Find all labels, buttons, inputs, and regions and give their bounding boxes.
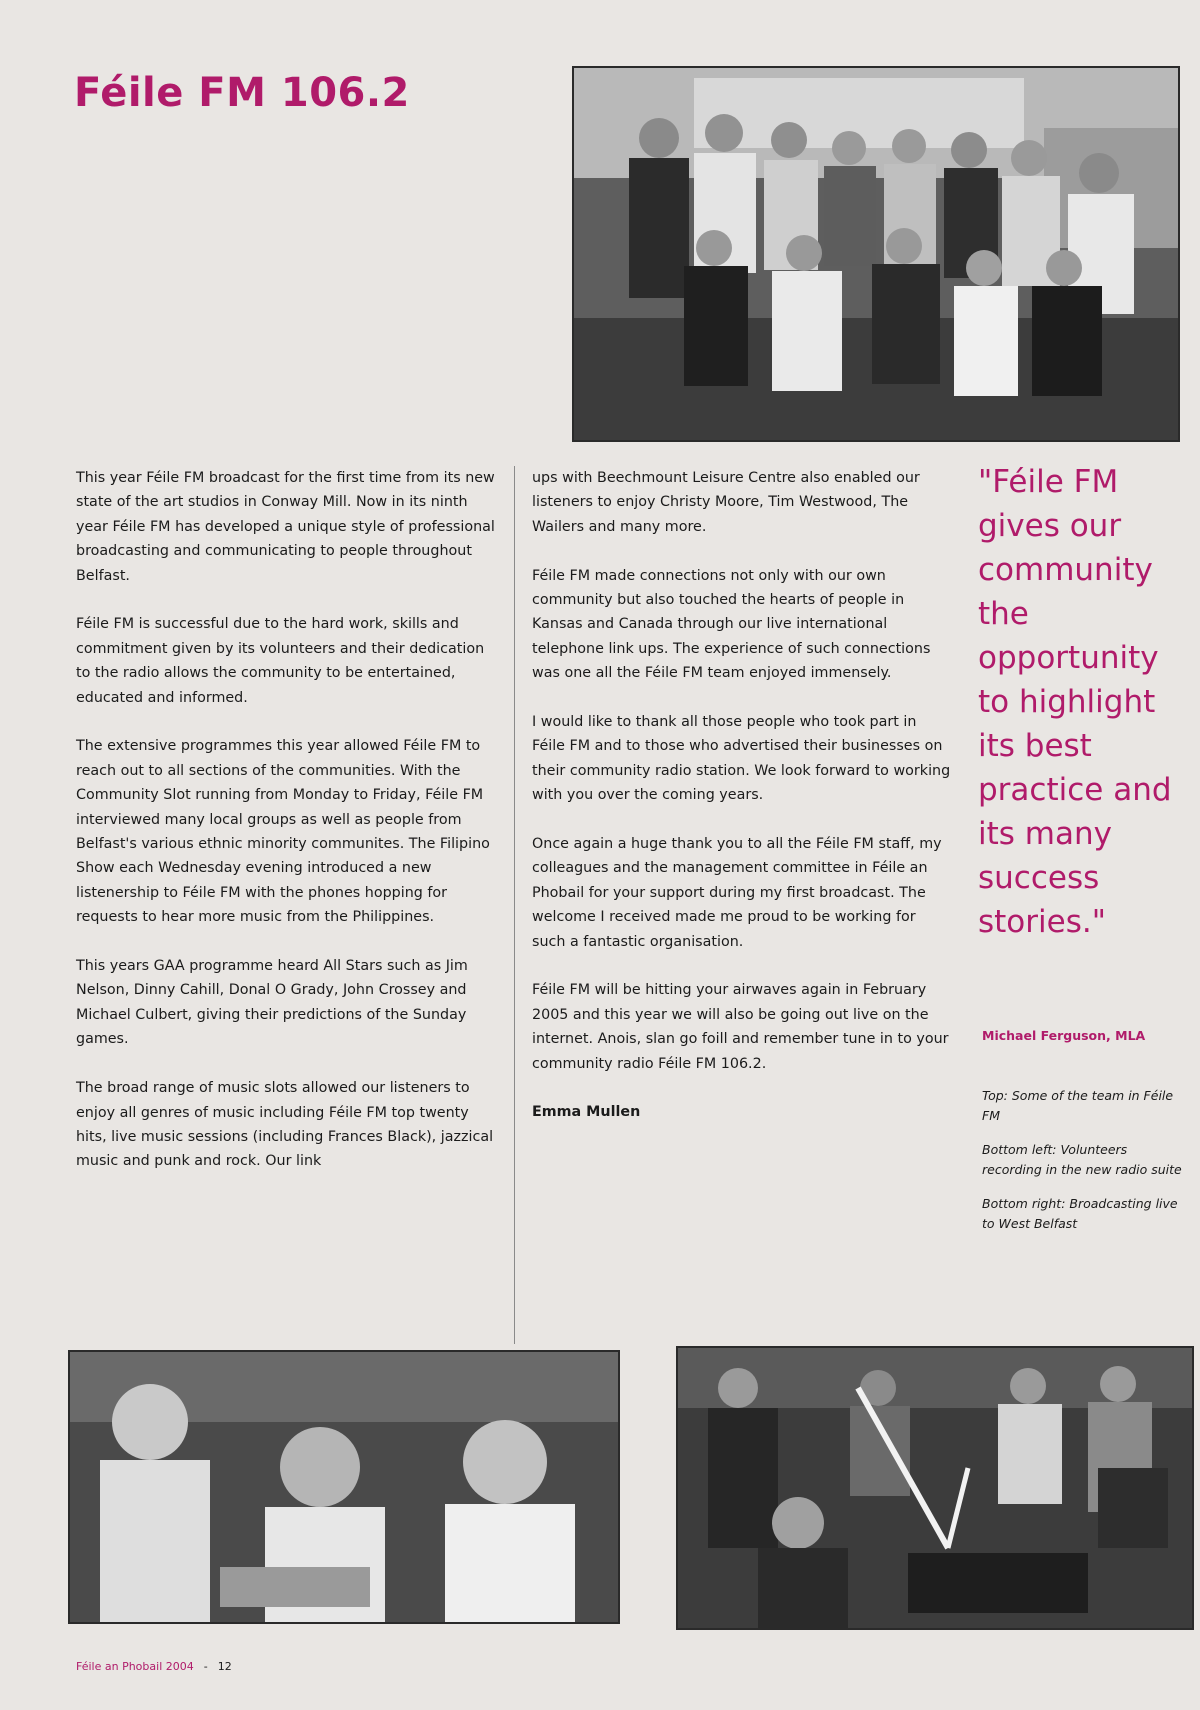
article-paragraph: Féile FM is successful due to the hard work, skills and commitment given by its volunteers and their dedication to the radio allows the community to be entertained, educated and informed. [76, 616, 485, 706]
article-column-1 [76, 466, 496, 1198]
page-footer [76, 1660, 232, 1673]
column-divider [514, 466, 515, 1344]
article-paragraph: ups with Beechmount Leisure Centre also enabled our listeners to enjoy Christy Moore, Tim Westwood, The Wailers and many more. [532, 470, 920, 535]
article-paragraph: I would like to thank all those people who took part in Féile FM and to those who advertised their businesses on their community radio station. We look forward to working with you over the coming years. [532, 714, 951, 804]
pull-quote: "Féile FM gives our community the opportunity to highlight its best practice and its many success stories." [978, 464, 1172, 940]
volunteers-photo-graphic [70, 1352, 618, 1622]
caption-bottom-right: Bottom right: Broadcasting live to West Belfast [982, 1196, 1178, 1231]
article-paragraph: Féile FM will be hitting your airwaves again in February 2005 and this year we will also be going out live on the internet. Anois, slan go foill and remember tune in to your community radio Féile FM 106.2. [532, 982, 949, 1072]
page-number: 12 [217, 1660, 232, 1673]
team-photo [572, 66, 1180, 442]
article-paragraph: The broad range of music slots allowed our listeners to enjoy all genres of music including Féile FM top twenty hits, live music sessions (including Frances Black), jazzical music and punk and rock. Our link [76, 1080, 494, 1170]
broadcasting-photo-graphic [678, 1348, 1192, 1628]
article-paragraph: Once again a huge thank you to all the Féile FM staff, my colleagues and the management committee in Féile an Phobail for your support during my first broadcast. The welcome I received made me proud to be working for such a fantastic organisation. [532, 836, 942, 950]
caption-top: Top: Some of the team in Féile FM [982, 1088, 1174, 1123]
article-paragraph: The extensive programmes this year allowed Féile FM to reach out to all sections of the communities. With the Community Slot running from Monday to Friday, Féile FM interviewed many local groups as well as people from Belfast's various ethnic minority communites. The Filipino Show each Wednesday evening introduced a new listenership to Féile FM with the phones hopping for requests to hear more music from the Philippines. [76, 738, 490, 926]
article-paragraph: Féile FM made connections not only with our own community but also touched the hearts of people in Kansas and Canada through our live international telephone link ups. The experience of such connections was one all the Féile FM team enjoyed immensely. [532, 567, 931, 682]
footer-separator: - [203, 1660, 208, 1673]
caption-bottom-left: Bottom left: Volunteers recording in the new radio suite [982, 1142, 1182, 1177]
broadcasting-photo [676, 1346, 1194, 1630]
page-title: Féile FM 106.2 [74, 70, 410, 116]
quote-attribution: Michael Ferguson, MLA [982, 1028, 1146, 1043]
volunteers-photo [68, 1350, 620, 1624]
team-photo-graphic [574, 68, 1178, 440]
article-column-2 [532, 466, 952, 1125]
publication-name: Féile an Phobail 2004 [76, 1660, 194, 1673]
photo-captions [982, 1086, 1182, 1248]
article-paragraph: This years GAA programme heard All Stars such as Jim Nelson, Dinny Cahill, Donal O Grady, John Crossey and Michael Culbert, giving their predictions of the Sunday games. [76, 958, 468, 1048]
article-paragraph: This year Féile FM broadcast for the first time from its new state of the art studios in Conway Mill. Now in its ninth year Féile FM has developed a unique style of professional broadcasting and communicating to people throughout Belfast. [76, 470, 495, 584]
author-signature: Emma Mullen [532, 1104, 641, 1121]
